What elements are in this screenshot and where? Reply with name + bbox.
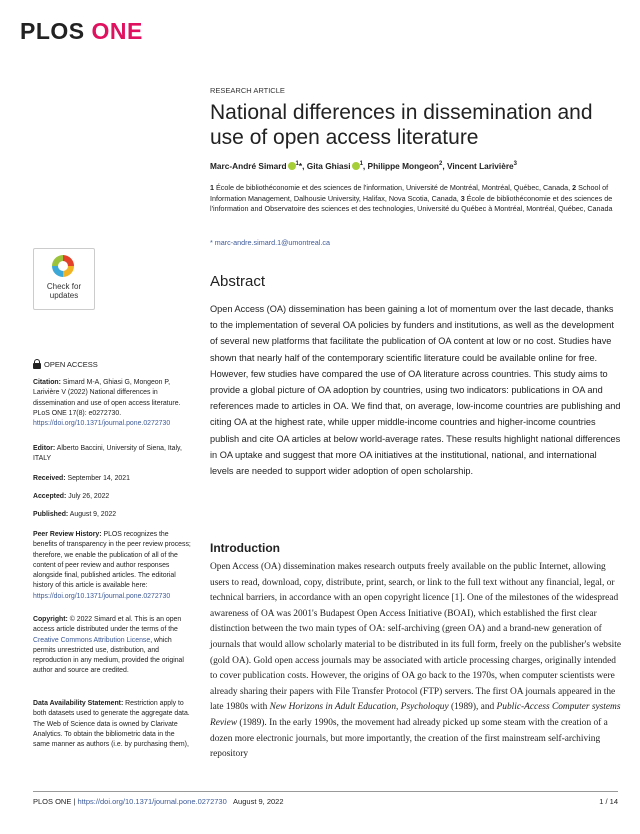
article-title: National differences in dissemination and use of open access literature — [210, 101, 593, 149]
orcid-icon[interactable] — [352, 162, 360, 170]
corresponding-email-link[interactable]: * marc-andre.simard.1@umontreal.ca — [210, 238, 330, 247]
author-2: Gita Ghiasi — [306, 161, 351, 171]
open-lock-icon — [33, 359, 41, 369]
data-availability-block: Data Availability Statement: Restriction apply to both datasets used to generate the aggregate data. The Web of Science data is owned by Clarivate Analytics. To obtain the bibliometric data in the same manner as authors (i.e. by purchasing them), — [33, 700, 190, 749]
accepted-date: Accepted: July 26, 2022 — [33, 493, 110, 500]
received-date: Received: September 14, 2021 — [33, 475, 130, 482]
journal-logo: PLOS ONE — [20, 18, 143, 44]
license-link[interactable]: Creative Commons Attribution License — [33, 636, 151, 644]
introduction-text: Open Access (OA) dissemination makes research outputs freely available on the public Internet, allowing users to read, download, copy, distribute, print, search, or link to the full text without any financial, legal, or technical barriers, in accordance with an open copyright licence [1]. One of the milestones of the widespread awareness of OA was 2001's Budapest Open Access Initiative (BOAI), which established the first clear distinction between the two main types of OA: self-archiving (green OA) and a brand-new generation of journals that would allow scholarly material to be distributed in its full form, freely on the publisher's website (gold OA). Gold open access journals may be associated with article processing charges, originally intended to cover publication costs. However, the origins of OA go back to the 1970s, when computer scientists were already sharing their papers with File Transfer Protocol (FTP) servers. The first OA journals appeared in the late 1980s with New Horizons in Adult Education, Psycholoquy (1989), and Public-Access Computer systems Review (1989). In the early 1990s, the movement had already picked up some steam with the creation of a dozen more electronic journals, but more importantly, the creation of the first mainstream self-archiving repository — [210, 562, 621, 760]
page-number: 1 / 14 — [599, 797, 618, 806]
article-type: RESEARCH ARTICLE — [210, 86, 285, 95]
author-list: Marc-André Simard $^1$*, Gita Ghiasi $^1$, Philippe Mongeon$^2$, Vincent Larivière$^3$ — [210, 161, 518, 171]
abstract-text: Open Access (OA) dissemination has been gaining a lot of momentum over the last decade, thanks to the implementation of several OA policies by funders and institutions, as well as the development of several new platforms that facilitate the publication of OA content at low or no cost. Studies have shown that nearly half of the contemporary scientific literature could be available online for free. However, few studies have compared the use of OA literature across countries. This study aims to provide a global picture of OA adoption by countries, using two indicators: publications in OA and references made to articles in OA. We find that, on average, low-income countries are publishing and citing OA at the highest rate, while upper middle-income countries and higher-income countries publish and cite OA articles at below world-average rates. These results highlight national differences in OA uptake and suggest that more OA initiatives at the institutional, national, and international levels are needed to support wider adoption of open scholarship. — [210, 304, 621, 477]
editor-block: Editor: Alberto Baccini, University of Siena, Italy, ITALY — [33, 445, 182, 463]
footer-divider — [33, 791, 618, 792]
orcid-icon[interactable] — [288, 162, 296, 170]
citation-doi-link[interactable]: https://doi.org/10.1371/journal.pone.0272730 — [33, 420, 171, 428]
open-access-label: OPEN ACCESS — [33, 359, 98, 369]
author-3: Philippe Mongeon — [367, 161, 439, 171]
author-1: Marc-André Simard — [210, 161, 287, 171]
citation-block: Citation: Simard M-A, Ghiasi G, Mongeon P, Larivière V (2022) National differences in dissemination and use of open access literature. PLoS ONE 17(8): e0272730. https://doi.org/10.1371/journal.pone.0272730 — [33, 379, 181, 428]
introduction-heading: Introduction — [210, 541, 280, 555]
check-for-updates-badge[interactable]: Check for updates — [33, 248, 95, 310]
author-4: Vincent Larivière — [446, 161, 514, 171]
affiliations: 1 École de bibliothéconomie et des sciences de l'information, Université de Montréal, Montréal, Québec, Canada, 2 School of Information Management, Dalhousie University, Halifax, Nova Scotia, Canada, 3 École de bibliothéconomie et des sciences de l'information and Observatoire des sciences et des technologies, Université du Québec à Montréal, Montréal, Québec, Canada — [210, 183, 613, 213]
peer-review-link[interactable]: https://doi.org/10.1371/journal.pone.0272730 — [33, 592, 171, 600]
copyright-block: Copyright: © 2022 Simard et al. This is an open access article distributed under the terms of the Creative Commons Attribution License, which permits unrestricted use, distribution, and reproduction in any medium, provided the original author and source are credited. — [33, 616, 184, 675]
published-date: Published: August 9, 2022 — [33, 511, 117, 518]
abstract-heading: Abstract — [210, 273, 266, 290]
footer-doi-link[interactable]: https://doi.org/10.1371/journal.pone.0272730 — [77, 797, 227, 806]
crossmark-icon — [52, 255, 74, 277]
footer-citation: PLOS ONE | https://doi.org/10.1371/journal.pone.0272730 August 9, 2022 — [33, 797, 284, 806]
peer-review-history: Peer Review History: PLOS recognizes the benefits of transparency in the peer review process; therefore, we enable the publication of all of the content of peer review and author responses alongside final, published articles. The editorial history of this article is available here: https://doi.org/10.1371/journal.pone.0272730 — [33, 531, 191, 600]
